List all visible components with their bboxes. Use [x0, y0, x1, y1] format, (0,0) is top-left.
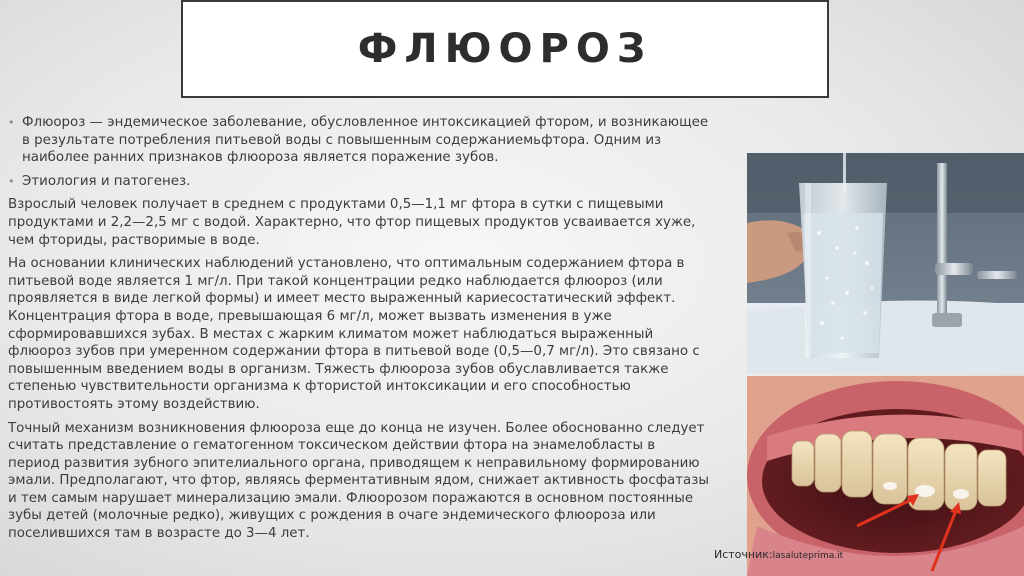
title-box: [181, 0, 829, 98]
source-label: Источник:: [714, 548, 773, 561]
fluorosis-teeth-photo: [747, 376, 1024, 576]
bullet-item: [8, 114, 710, 167]
bullet-marker-icon: •: [8, 174, 15, 188]
bullet-text: Флюороз — эндемическое заболевание, обусловленное интоксикацией фтором, и возникающее в результате потребления питьевой воды с повышенным содержаниемьфтора. Одним из наиболее ранних признаков флюороза является поражение зубов.: [22, 115, 709, 166]
source-site: lasaluteprima.it: [772, 551, 844, 561]
bullet-text: Этиология и патогенез.: [22, 173, 191, 189]
water-glass-photo: [747, 153, 1024, 374]
slide-title: ФЛЮОРОЗ: [357, 26, 653, 72]
image-source-caption: [714, 548, 843, 561]
paragraph-concentration: На основании клинических наблюдений установлено, что оптимальным содержанием фтора в питьевой воде является 1 мг/л. При такой концентрации редко наблюдается флюороз (или проявляется в виде легкой формы) и имеет место выраженный кариесостатический эффект. Концентрация фтора в воде, превышающая 6 мг/л, может вызвать изменения в уже сформировавшихся зубах. В местах с жарким климатом может наблюдаться выраженный флюороз зубов при умеренном содержании фтора в питьевой воде (0,5—0,7 мг/л). Это связано с повышенным введением воды в организм. Тяжесть флюороза зубов обуславливается также степенью чувствительности организма к фтористой интоксикации и его способностью противостоять этому воздействию.: [8, 256, 700, 412]
bullet-marker-icon: •: [8, 116, 15, 129]
slide-body: [8, 114, 710, 549]
bullet-item: [8, 173, 710, 191]
paragraph-mechanism: Точный механизм возникновения флюороза еще до конца не изучен. Более обоснованно следует считать представление о гематогенном токсическом действии фтора на энамелобласты в период развития зубного эпителиального органа, приводящем к неправильному формированию эмали. Предполагают, что фтор, являясь ферментативным ядом, снижает активность фосфатазы и тем самым нарушает минерализацию эмали. Флюорозом поражаются в основном постоянные зубы детей (молочные редко), живущих с рождения в очаге эндемического флюороза или поселившихся там в возрасте до 3—4 лет.: [8, 420, 709, 542]
paragraph-intake: Взрослый человек получает в среднем с продуктами 0,5—1,1 мг фтора в сутки с пищевыми продуктами и 2,2—2,5 мг с водой. Характерно, что фтор пищевых продуктов усваивается хуже, чем фториды, растворимые в воде.: [8, 197, 696, 248]
